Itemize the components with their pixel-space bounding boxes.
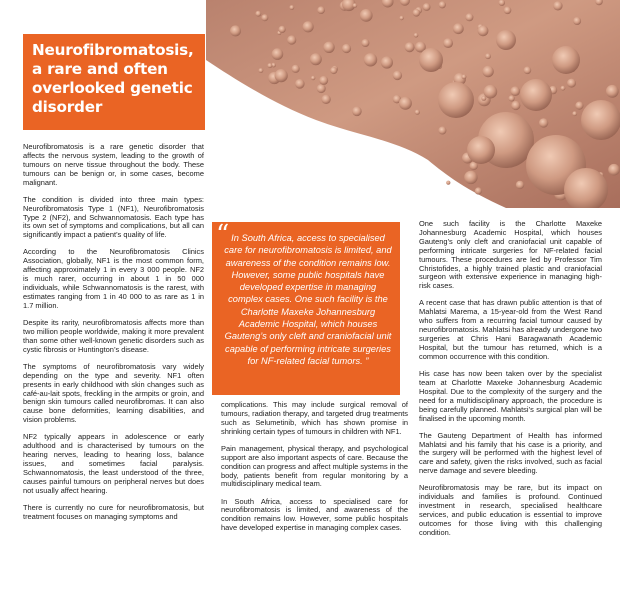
right-column	[419, 220, 602, 546]
skin-nodule	[287, 35, 296, 44]
skin-nodule	[465, 13, 473, 21]
paragraph: NF2 typically appears in adolescence or early adulthood and is characterised by tumours on the hearing nerves, leading to hearing loss, balance issues, and sometimes facial paralysis. Schwannomatosis, the least understood of the three, causes painful tumours on peripheral nerves but does not usually affect hearing.	[23, 432, 204, 495]
pull-quote-box	[212, 222, 400, 395]
skin-nodule	[414, 33, 419, 38]
skin-nodule	[255, 11, 261, 17]
large-skin-nodule	[552, 46, 580, 74]
skin-nodule	[484, 85, 498, 99]
skin-nodule	[317, 6, 325, 14]
paragraph: His case has now been taken over by the specialist team at Charlotte Maxeke Johannesburg Academic Hospital. Due to the complexity of the surgery and the need for a multidisciplinary approach, the procedure is being carefully planned. Mahlatsi’s surgical plan will be finalised in the upcoming month.	[419, 368, 602, 423]
skin-nodule	[573, 17, 581, 25]
paragraph: In South Africa, access to specialised care for neurofibromatosis is limited, and awareness of the condition remains low. However, some public hospitals have developed expertise in managing complex cases.	[221, 496, 408, 533]
skin-nodule	[572, 111, 577, 116]
paragraph: One such facility is the Charlotte Maxeke Johannesburg Academic Hospital, which houses Gauteng’s only cleft and craniofacial unit capable of performing intricate surgeries for NF-related facial tumours. These procedures are led by Professor Tim Christofides, a highly trained plastic and craniofacial surgeon with extensive experience in managing high-risk cases.	[419, 219, 602, 291]
skin-nodule	[267, 63, 272, 68]
large-skin-nodule	[496, 30, 516, 50]
skin-nodule	[481, 96, 486, 101]
skin-nodule	[361, 39, 369, 47]
large-skin-nodule	[419, 48, 443, 72]
skin-nodule	[423, 3, 431, 11]
skin-nodule	[413, 9, 421, 17]
skin-nodule	[399, 16, 403, 20]
skin-nodule	[393, 71, 402, 80]
skin-nodule	[464, 171, 477, 184]
skin-nodule	[230, 25, 241, 36]
paragraph: A recent case that has drawn public attention is that of Mahlatsi Marema, a 15-year-old from the West Rand who suffers from a recurring facial tumour caused by neurofibromatosis. Mahlatsi has already undergone two surgeries at Chris Hani Baragwanath Academic Hospital, but the tumour has returned, which is a common occurrence with this condition.	[419, 298, 602, 361]
skin-nodule	[509, 95, 515, 101]
skin-nodule	[567, 79, 576, 88]
paragraph: Despite its rarity, neurofibromatosis affects more than two million people worldwide, making it more prevalent than some other well-known genetic disorders such as cystic fibrosis or Huntington’s disease.	[23, 317, 204, 354]
paragraph: complications. This may include surgical removal of tumours, radiation therapy, and targeted drug treatments such as Selumetinib, which has shown promise in shrinking certain types of tumours in children with NF1.	[221, 400, 408, 436]
large-skin-nodule	[581, 100, 620, 140]
skin-nodule	[453, 23, 464, 34]
skin-nodule	[539, 118, 548, 127]
skin-nodule	[292, 65, 300, 73]
skin-nodule	[553, 1, 562, 10]
skin-nodule	[342, 44, 351, 53]
paragraph: According to the Neurofibromatosis Clinics Association, globally, NF1 is the most common form, affecting approximately 1 in every 3 000 people. NF2 is much rarer, occurring in about 1 in 50 000 individuals, while Schwannomatosis is the rarest, with estimates ranging from 1 in 40 000 to as rare as 1 in 1.7 million.	[23, 247, 204, 310]
skin-nodule	[443, 38, 453, 48]
skin-nodule	[321, 95, 330, 104]
skin-nodule	[317, 84, 326, 93]
skin-tumour-illustration	[206, 0, 620, 208]
large-skin-nodule	[467, 136, 495, 164]
paragraph: Pain management, physical therapy, and psychological support are also important aspects of care. Because the condition can progress and affect multiple systems in the body, patients benefit from regular monitoring by a multidisciplinary medical team.	[221, 443, 408, 489]
skin-nodule	[606, 85, 619, 98]
large-skin-nodule	[438, 82, 474, 118]
skin-nodule	[259, 68, 264, 73]
skin-nodule	[462, 74, 467, 79]
middle-column	[221, 401, 408, 541]
title-box	[23, 34, 205, 130]
skin-nodule	[399, 97, 412, 110]
skin-nodule	[272, 48, 284, 60]
skin-nodule	[485, 53, 491, 59]
skin-nodule	[504, 7, 512, 15]
large-skin-nodule	[520, 79, 552, 111]
skin-nodule	[608, 164, 620, 176]
skin-nodule	[478, 25, 489, 36]
skin-nodule	[475, 187, 482, 194]
skin-nodule	[310, 53, 322, 65]
skin-nodule	[415, 110, 420, 115]
skin-nodule	[482, 66, 493, 77]
skin-nodule	[405, 42, 415, 52]
paragraph: The Gauteng Department of Health has informed Mahlatsi and his family that his case is a priority, and the surgery will be performed with the highest level of care and safety, given the risks involved, such as facial nerve damage and severe bleeding.	[419, 430, 602, 476]
skin-nodule	[360, 9, 373, 22]
skin-nodule	[510, 86, 520, 96]
skin-nodule	[364, 53, 377, 66]
skin-nodule	[353, 3, 358, 8]
skin-nodule	[289, 5, 294, 10]
skin-nodule	[575, 102, 583, 110]
skin-nodule	[439, 1, 446, 8]
paragraph: The condition is divided into three main types: Neurofibromatosis Type 1 (NF1), Neurofibromatosis Type 2 (NF2), and Schwannomatosis. Each type has its own set of symptoms and complications, but all can significantly impact a patient’s quality of life.	[23, 194, 204, 240]
skin-nodule	[516, 181, 524, 189]
skin-nodule	[311, 76, 315, 80]
skin-nodule	[446, 181, 450, 185]
skin-nodule	[438, 127, 446, 135]
skin-nodule	[561, 86, 566, 91]
paragraph: Neurofibromatosis is a rare genetic disorder that affects the nervous system, leading to the growth of tumours on nerve tissue throughout the body. These tumours can be benign or, in some cases, become malignant.	[23, 142, 204, 187]
skin-nodule	[323, 42, 334, 53]
paragraph: The symptoms of neurofibromatosis vary widely depending on the type and severity. NF1 often presents in early childhood with skin changes such as café-au-lait spots, freckling in the armpits or groin, and benign skin tumours called neurofibromas. It can also cause bone deformities, learning disabilities, and vision problems.	[23, 361, 204, 425]
skin-nodule	[330, 67, 337, 74]
skin-nodule	[524, 67, 532, 75]
skin-nodule	[511, 101, 520, 110]
skin-nodule	[381, 56, 393, 68]
skin-nodule	[261, 14, 268, 21]
left-column	[23, 143, 204, 530]
quote-mark-icon: “	[216, 220, 230, 250]
article-title: Neurofibromatosis, a rare and often overlooked genetic disorder	[32, 41, 194, 116]
skin-nodule	[275, 69, 288, 82]
skin-nodule	[295, 79, 305, 89]
skin-nodule	[319, 76, 328, 85]
pull-quote: In South Africa, access to specialised care for neurofibromatosis is limited, and awareness of the condition remains low. However, some public hospitals have developed expertise in managing complex cases. One such facility is the Charlotte Maxeke Johannesburg Academic Hospital, which houses Gauteng’s only cleft and craniofacial unit capable of performing intricate surgeries for NF-related facial tumors. ”	[224, 233, 392, 366]
skin-nodule	[303, 21, 314, 32]
skin-nodule	[352, 107, 362, 117]
paragraph: There is currently no cure for neurofibromatosis, but treatment focuses on managing symptoms and	[23, 502, 204, 521]
skin-tumour-photo	[206, 0, 620, 208]
paragraph: Neurofibromatosis may be rare, but its impact on individuals and families is profound. Continued investment in research, specialised healthcare services, and public education is essential to improve outcomes for those living with this challenging condition.	[419, 483, 602, 537]
skin-nodule	[279, 26, 286, 33]
